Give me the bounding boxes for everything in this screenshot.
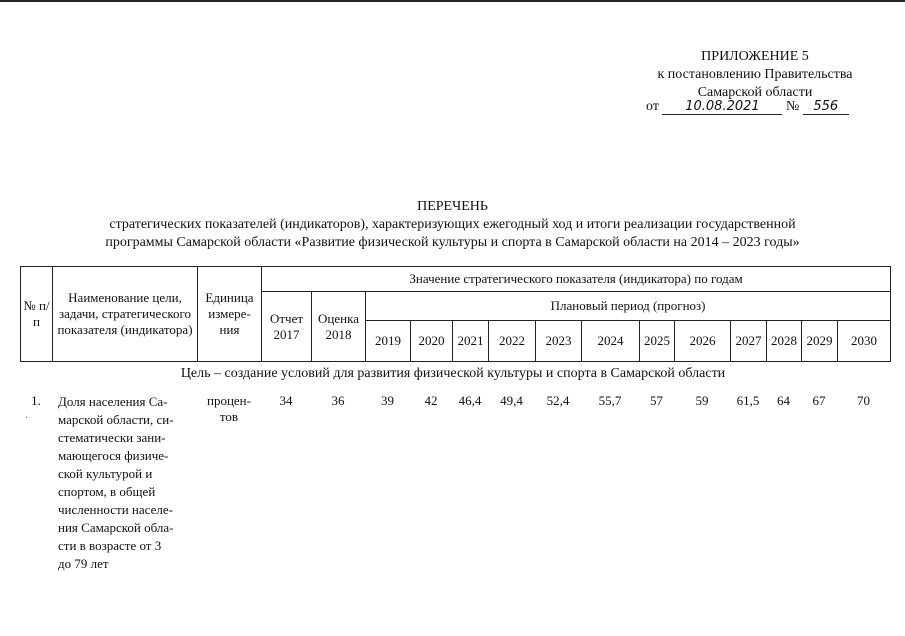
top-border-line	[0, 0, 905, 2]
header-year: 2021	[453, 321, 489, 362]
value-cell: 34	[279, 393, 293, 408]
header-year: 2022	[489, 321, 536, 362]
scan-mark: ·	[25, 413, 29, 424]
indicators-table-body	[20, 393, 890, 573]
name-line: до 79 лет	[58, 556, 109, 571]
document-heading	[40, 198, 865, 252]
heading-line-2: программы Самарской области «Развитие физической культуры и спорта в Самарской области на 2014 – 2023 годы»	[105, 235, 800, 250]
header-name: Наименование цели, задачи, стратегического показателя (индикатора)	[53, 267, 198, 362]
value-cell: 59	[695, 393, 709, 408]
header-estimate-2018: Оценка 2018	[312, 292, 366, 362]
heading-line-1: стратегических показателей (индикаторов), характеризующих ежегодный ход и итоги реализации государственной	[109, 217, 796, 232]
value-cell: 55,7	[598, 393, 622, 408]
handwritten-number: 556	[803, 99, 849, 115]
header-year: 2023	[536, 321, 582, 362]
value-cell: 70	[857, 393, 870, 408]
header-report-2017: Отчет 2017	[262, 292, 312, 362]
indicators-table-header	[20, 266, 891, 362]
header-year: 2027	[731, 321, 767, 362]
value-cell: 57	[650, 393, 663, 408]
name-line: ния Самарской обла-	[58, 520, 174, 535]
name-line: ской культурой и	[58, 466, 153, 481]
decree-line	[646, 99, 876, 115]
value-cell: 49,4	[500, 393, 523, 408]
header-year: 2028	[767, 321, 802, 362]
from-label: от	[646, 99, 659, 114]
name-line: сти в возрасте от 3	[58, 538, 162, 553]
header-year: 2026	[675, 321, 731, 362]
row-num: 1.	[31, 393, 41, 408]
header-year: 2025	[640, 321, 675, 362]
unit-line: процен-	[207, 393, 251, 408]
header-values: Значение стратегического показателя (индикатора) по годам	[262, 267, 891, 292]
name-line: Доля населения Са-	[58, 394, 168, 409]
value-cell: 61,5	[736, 393, 760, 408]
row-unit	[197, 393, 261, 573]
table-row	[20, 393, 890, 573]
value-cell: 42	[424, 393, 438, 408]
value-cell: 39	[381, 393, 394, 408]
header-num: № п/п	[21, 267, 53, 362]
appendix-line-2: Самарской области	[697, 85, 813, 100]
value-cell: 67	[812, 393, 826, 408]
name-line: стематически зани-	[58, 430, 166, 445]
header-year: 2020	[411, 321, 453, 362]
header-year: 2019	[366, 321, 411, 362]
handwritten-date: 10.08.2021	[662, 99, 782, 115]
name-line: численности населе-	[58, 502, 173, 517]
header-year: 2030	[838, 321, 891, 362]
value-cell: 52,4	[546, 393, 570, 408]
row-indicator-name	[52, 393, 197, 573]
unit-line: тов	[219, 409, 239, 424]
number-label: №	[785, 99, 800, 114]
goal-text: Цель – создание условий для развития физической культуры и спорта в Самарской области	[180, 366, 726, 381]
value-cell: 46,4	[458, 393, 482, 408]
heading-title: ПЕРЕЧЕНЬ	[417, 199, 488, 214]
value-cell: 36	[331, 393, 345, 408]
value-cell: 64	[777, 393, 790, 408]
name-line: мающегося физиче-	[58, 448, 169, 463]
header-plan-period: Плановый период (прогноз)	[366, 292, 891, 321]
header-year: 2024	[582, 321, 640, 362]
header-unit: Единица измере-ния	[198, 267, 262, 362]
appendix-block	[640, 48, 870, 102]
appendix-line-1: к постановлению Правительства	[657, 67, 853, 82]
name-line: спортом, в общей	[58, 484, 156, 499]
appendix-title: ПРИЛОЖЕНИЕ 5	[701, 49, 809, 64]
header-year: 2029	[802, 321, 838, 362]
name-line: марской области, си-	[58, 412, 174, 427]
